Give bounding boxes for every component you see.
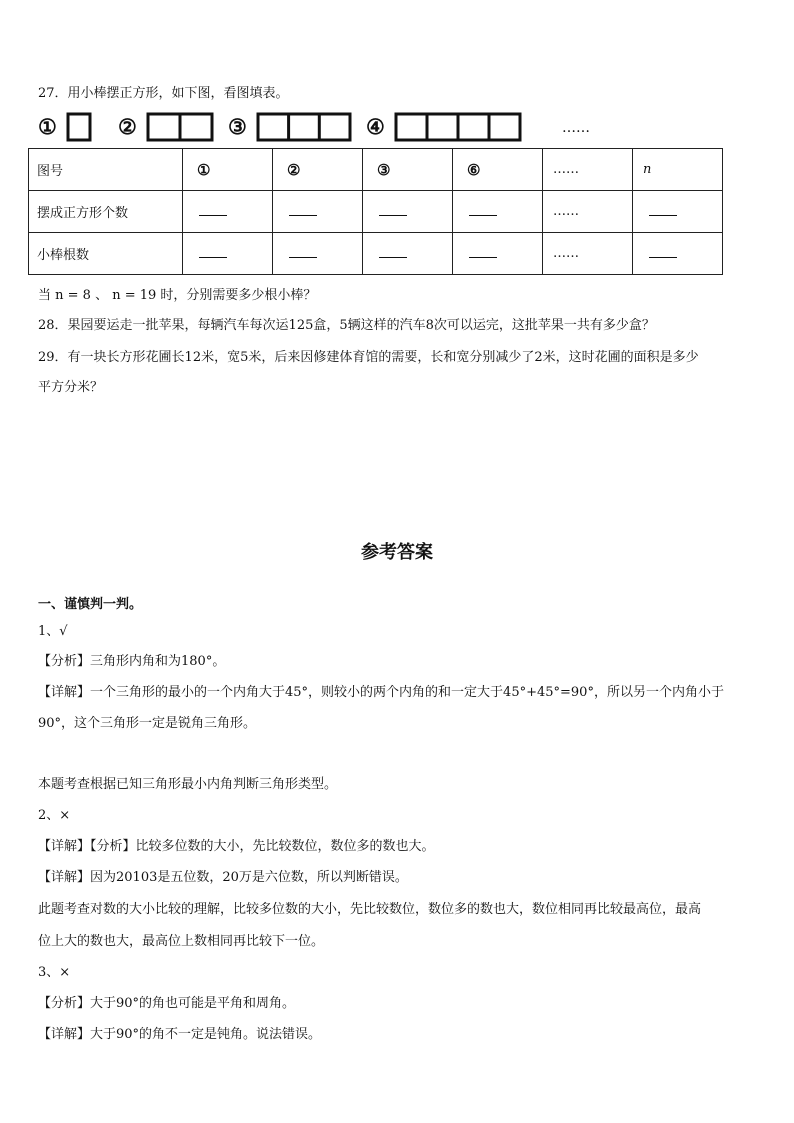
answer-1-analysis: 【分析】三角形内角和为180°。	[38, 654, 226, 669]
figure-1-squares	[66, 110, 92, 144]
q27-question: 27．用小棒摆正方形，如下图，看图填表。	[38, 86, 289, 101]
table-row	[29, 233, 723, 275]
answer-1-detail-line2: 90°，这个三角形一定是锐角三角形。	[38, 716, 257, 731]
figure-label-4: ④	[366, 114, 385, 139]
answer-blank[interactable]	[289, 203, 317, 216]
answer-blank[interactable]	[199, 245, 227, 258]
figure-label-2: ②	[118, 114, 137, 139]
header-cell: ②	[287, 160, 301, 179]
row-label: 摆成正方形个数	[29, 191, 183, 233]
header-cell: ……	[553, 162, 579, 177]
header-cell: ①	[197, 160, 211, 179]
figure-2-squares	[146, 110, 214, 144]
answer-1-detail-line1: 【详解】一个三角形的最小的一个内角大于45°，则较小的两个内角的和一定大于45°+45°=90°，所以另一个内角小于	[38, 685, 724, 700]
q29-question-line1: 29．有一块长方形花圃长12米，宽5米，后来因修建体育馆的需要，长和宽分别减少了2米，这时花圃的面积是多少	[38, 350, 699, 365]
answer-3: 3、×	[38, 965, 71, 980]
answer-2: 2、×	[38, 808, 71, 823]
answer-2-note-line2: 位上大的数也大，最高位上数相同再比较下一位。	[38, 934, 325, 949]
figure-4-squares	[394, 110, 522, 144]
header-cell: n	[643, 162, 652, 177]
answers-title: 参考答案	[361, 542, 433, 563]
figure-label-1: ①	[38, 114, 57, 139]
q27-followup: 当 n = 8 、 n = 19 时，分别需要多少根小棒？	[38, 288, 317, 303]
answer-1: 1、√	[38, 624, 68, 639]
table-header-row	[29, 149, 723, 191]
answer-3-analysis: 【分析】大于90°的角也可能是平角和周角。	[38, 996, 296, 1011]
table-row	[29, 191, 723, 233]
answer-blank[interactable]	[199, 203, 227, 216]
answer-blank[interactable]	[469, 203, 497, 216]
figure-ellipsis: ……	[562, 120, 590, 136]
answer-2-detail: 【详解】因为20103是五位数，20万是六位数，所以判断错误。	[38, 870, 408, 885]
header-cell: ⑥	[467, 160, 481, 179]
answer-3-detail: 【详解】大于90°的角不一定是钝角。说法错误。	[38, 1027, 322, 1042]
figure-label-3: ③	[228, 114, 247, 139]
answer-blank[interactable]	[379, 245, 407, 258]
answer-blank[interactable]	[469, 245, 497, 258]
answer-1-note: 本题考查根据已知三角形最小内角判断三角形类型。	[38, 777, 338, 792]
header-cell: 图号	[29, 149, 183, 191]
answer-blank[interactable]	[649, 245, 677, 258]
q29-question-line2: 平方分米？	[38, 380, 104, 395]
stick-figures	[38, 110, 598, 146]
ellipsis-cell: ……	[553, 204, 579, 219]
answer-blank[interactable]	[649, 203, 677, 216]
ellipsis-cell: ……	[553, 246, 579, 261]
answer-blank[interactable]	[289, 245, 317, 258]
row-label: 小棒根数	[29, 233, 183, 275]
header-cell: ③	[377, 160, 391, 179]
figure-3-squares	[256, 110, 352, 144]
q28-question: 28．果园要运走一批苹果，每辆汽车每次运125盒，5辆这样的汽车8次可以运完，这批苹果一共有多少盒？	[38, 318, 655, 333]
answer-blank[interactable]	[379, 203, 407, 216]
q27-table	[28, 148, 723, 275]
section-heading: 一、谨慎判一判。	[38, 597, 143, 612]
answer-2-note-line1: 此题考查对数的大小比较的理解，比较多位数的大小，先比较数位，数位多的数也大，数位相同再比较最高位，最高	[38, 902, 702, 917]
answer-2-analysis: 【详解】【分析】比较多位数的大小，先比较数位，数位多的数也大。	[38, 839, 435, 854]
